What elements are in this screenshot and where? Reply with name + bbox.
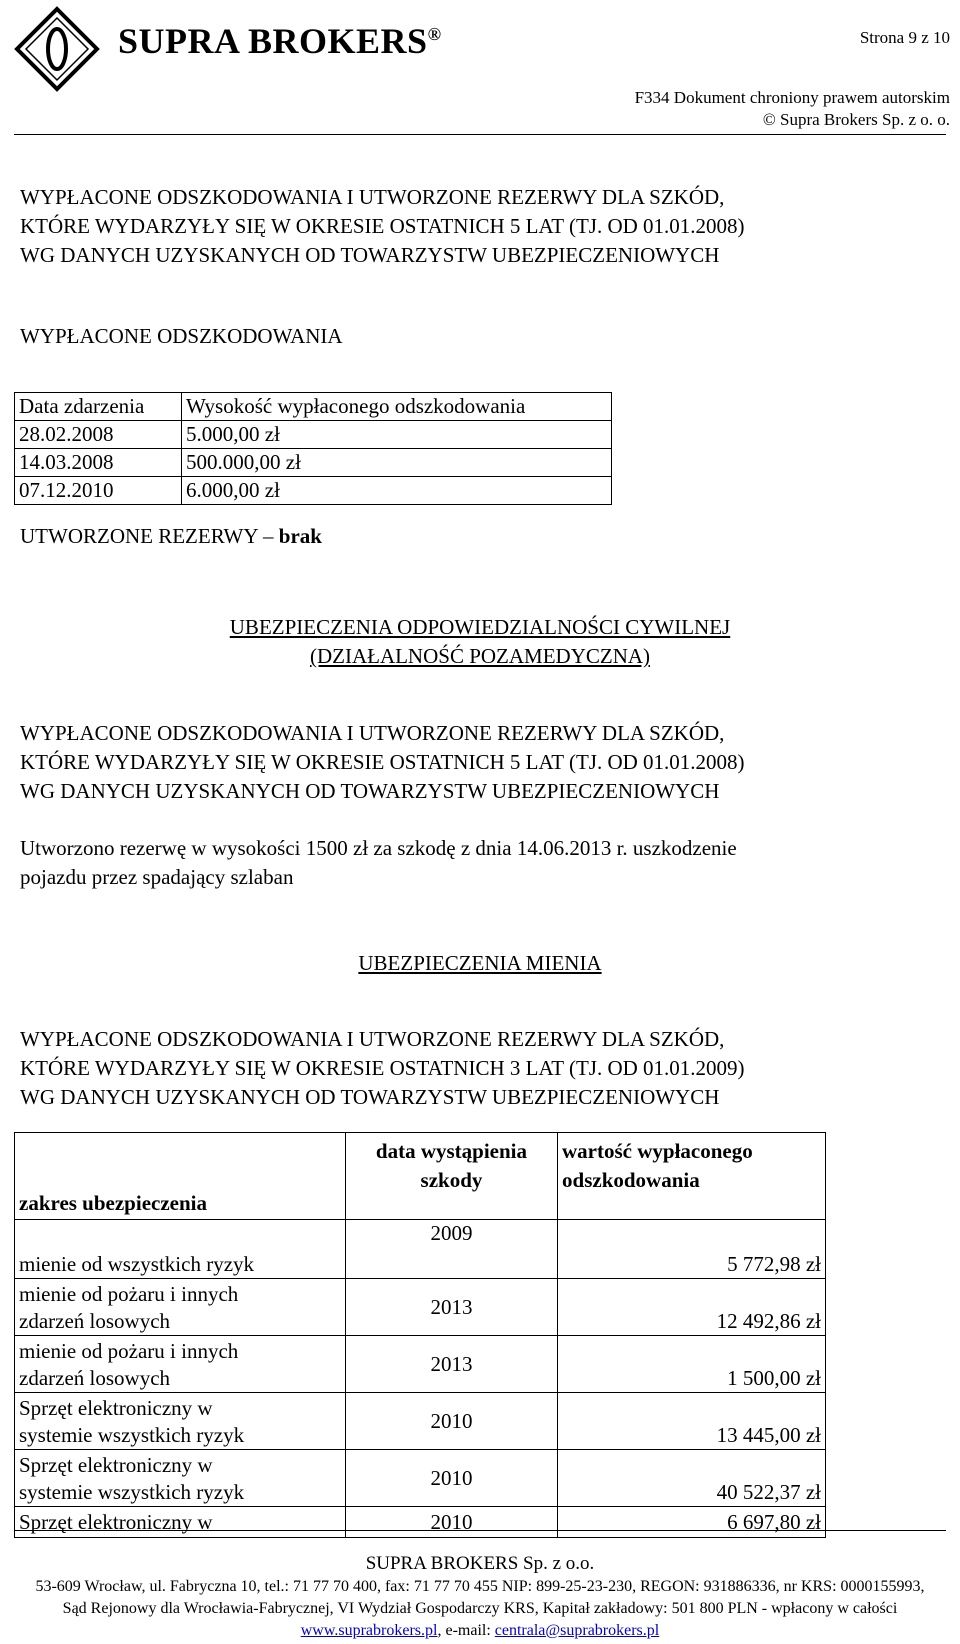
table-row: mienie od wszystkich ryzyk 2009 5 772,98 zł [15, 1220, 826, 1279]
registered-mark: ® [427, 24, 442, 44]
header-divider [14, 134, 946, 135]
copyright-notice: F334 Dokument chroniony prawem autorskim [634, 88, 950, 107]
section3-heading: WYPŁACONE ODSZKODOWANIA I UTWORZONE REZERWY DLA SZKÓD, KTÓRE WYDARZYŁY SIĘ W OKRESIE OSTATNICH 3 LAT (TJ. OD 01.01.2009) WG DANYCH UZYSKANYCH OD TOWARZYSTW UBEZPIECZENIOWYCH [20, 1027, 745, 1109]
table-header-row [15, 393, 612, 421]
website-link[interactable]: www.suprabrokers.pl [300, 1622, 438, 1639]
table-row: 28.02.2008 5.000,00 zł [15, 421, 612, 449]
property-insurance-title: UBEZPIECZENIA MIENIA [358, 951, 602, 975]
table-row: 14.03.2008 500.000,00 zł [15, 449, 612, 477]
table-row: mienie od pożaru i innych zdarzeń losowych 2013 1 500,00 zł [15, 1336, 826, 1393]
property-claims-table [14, 1132, 826, 1538]
column-header: Data zdarzenia [15, 393, 182, 421]
paid-claims-table [14, 392, 612, 505]
reserve-description: Utworzono rezerwę w wysokości 1500 zł za szkodę z dnia 14.06.2013 r. uszkodzenie pojazdu przez spadający szlaban [20, 836, 737, 889]
copyright-owner: © Supra Brokers Sp. z o. o. [762, 110, 950, 129]
table-row: mienie od pożaru i innych zdarzeń losowych 2013 12 492,86 zł [15, 1279, 826, 1336]
table-header-row [15, 1133, 826, 1220]
column-header-scope: zakres ubezpieczenia [15, 1133, 346, 1220]
column-header: Wysokość wypłaconego odszkodowania [182, 393, 612, 421]
reserves-line: UTWORZONE REZERWY – brak [20, 524, 322, 548]
table-row: 07.12.2010 6.000,00 zł [15, 477, 612, 505]
table-row: Sprzęt elektroniczny w 2010 6 697,80 zł [15, 1507, 826, 1538]
table-row: Sprzęt elektroniczny w systemie wszystkich ryzyk 2010 40 522,37 zł [15, 1450, 826, 1507]
brand-name: SUPRA BROKERS® [118, 21, 442, 61]
footer-divider [14, 1530, 946, 1531]
column-header-value: wartość wypłaconego odszkodowania [558, 1133, 826, 1220]
footer-company: SUPRA BROKERS Sp. z o.o. [365, 1553, 595, 1574]
footer-address: 53-609 Wrocław, ul. Fabryczna 10, tel.: 71 77 70 400, fax: 71 77 70 455 NIP: 899-25-23-230, REGON: 931886336, nr KRS: 0000155993, [35, 1578, 925, 1595]
liability-insurance-subtitle: (DZIAŁALNOŚĆ POZAMEDYCZNA) [309, 644, 651, 668]
footer-registry: Sąd Rejonowy dla Wrocławia-Fabrycznej, VI Wydział Gospodarczy KRS, Kapitał zakładowy: 501 800 PLN - wpłacony w całości [62, 1600, 898, 1617]
paid-claims-heading: WYPŁACONE ODSZKODOWANIA [20, 324, 343, 348]
section1-heading: WYPŁACONE ODSZKODOWANIA I UTWORZONE REZERWY DLA SZKÓD, KTÓRE WYDARZYŁY SIĘ W OKRESIE OSTATNICH 5 LAT (TJ. OD 01.01.2008) WG DANYCH UZYSKANYCH OD TOWARZYSTW UBEZPIECZENIOWYCH [20, 185, 745, 267]
column-header-date: data wystąpienia szkody [345, 1133, 557, 1220]
liability-insurance-title: UBEZPIECZENIA ODPOWIEDZIALNOŚCI CYWILNEJ [229, 615, 731, 639]
email-link[interactable]: centrala@suprabrokers.pl [494, 1622, 660, 1639]
footer-contact: www.suprabrokers.pl, e-mail: centrala@suprabrokers.pl [300, 1622, 660, 1639]
reserves-value: brak [278, 524, 322, 548]
supra-brokers-logo-icon [14, 6, 100, 92]
page-number: Strona 9 z 10 [859, 28, 950, 47]
table-row: Sprzęt elektroniczny w systemie wszystkich ryzyk 2010 13 445,00 zł [15, 1393, 826, 1450]
section2-heading: WYPŁACONE ODSZKODOWANIA I UTWORZONE REZERWY DLA SZKÓD, KTÓRE WYDARZYŁY SIĘ W OKRESIE OSTATNICH 5 LAT (TJ. OD 01.01.2008) WG DANYCH UZYSKANYCH OD TOWARZYSTW UBEZPIECZENIOWYCH [20, 721, 745, 803]
